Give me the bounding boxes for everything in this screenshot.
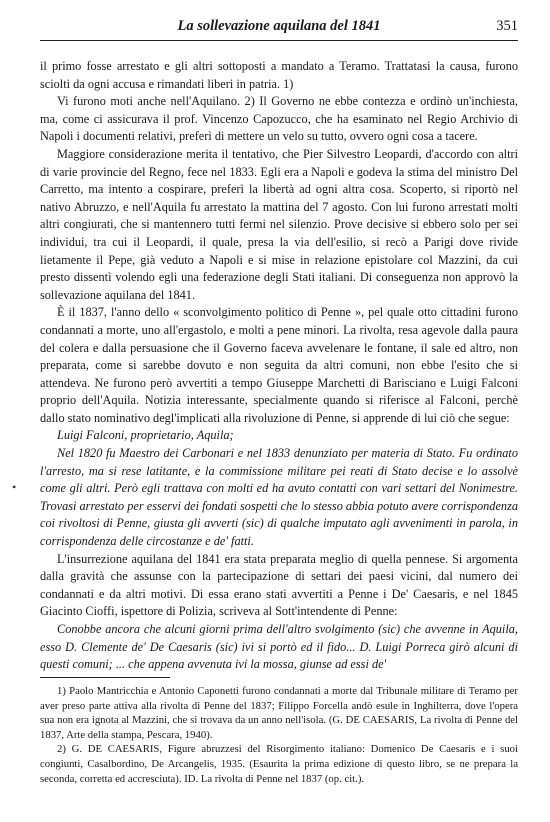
paragraph: Vi furono moti anche nell'Aquilano. 2) Il Governo ne ebbe contezza e ordinò un'inchiesta, ma, come ci assicurava il prof. Vincenzo Capozucco, che ha esaminato nel Regio Archivio di Napoli i documenti relativi, preferì di mettere un velo su tutto, ovvero ogni cosa a tacere. (40, 94, 518, 144)
running-title: La sollevazione aquilana del 1841 (177, 18, 381, 34)
paragraph: L'insurrezione aquilana del 1841 era stata preparata meglio di quella pennese. Si argomenta dalla gravità che assunse con la partecipazione di settari dei paesi vicini, dal numero dei condannati e da altri motivi. Di essa erano stati avvertiti a Penne i De' Caesaris, e nel 1845 Giacinto Cioffi, ispettore di Polizia, scriveva al Sott'intendente di Penne: (40, 551, 518, 619)
footnote: 1) Paolo Mantricchia e Antonio Caponetti furono condannati a morte dal Tribunale militare di Teramo per aver preso parte attiva alla rivolta di Penne del 1837; Filippo Forcella andò esule in Inghilterra, dove l'opera sua non era ignota al Mazzini, che si trovava da un anno nell'isola. (G. DE CAESARIS, La rivolta di Penne del 1837, Arte della stampa, Pescara, 1940). (40, 685, 518, 741)
paragraph: il primo fosse arrestato e gli altri sottoposti a mandato a Teramo. Trattatasi la causa, furono sciolti da ogni accusa e rimandati liberi in patria. 1) (40, 59, 518, 91)
page-header (40, 16, 518, 41)
footnote: 2) G. DE CAESARIS, Figure abruzzesi del Risorgimento italiano: Domenico De Caesaris e i suoi congiunti, Casalbordino, De Arcangelis, 1935. (Esaurita la prima edizione di questo libro, se ne prepara la seconda, corretta ed accresciuta). ID. La rivolta di Penne nel 1837 (op. cit.). (40, 743, 518, 785)
margin-marker: • (12, 480, 17, 494)
quoted-paragraph: Conobbe ancora che alcuni giorni prima dell'altro svolgimento (sic) che avvenne in Aquila, esso D. Clemente de' De Caesaris (sic) ivi si portò ed il fido... D. Luigi Porreca girò alcuni di questi comuni; ... che appena avvenuta ivi la mossa, giunse ad essi de' (40, 622, 518, 672)
quoted-paragraph: Nel 1820 fu Maestro dei Carbonari e nel 1833 denunziato per materia di Stato. Fu ordinato l'arresto, ma si rese latitante, e la commissione militare pei reati di Stato decise e lo assolvè come gli altri. Però egli trattava con molti ed ha avuto contatti con vari settari del Nonimestre. Trovasi arrestato per esservi dei fondati sospetti che lo stesso abbia potuto avere corrispondenza coi rivoltosi di Penne, giusta gli avverti (sic) di qualche imputato agli avvenimenti in parola, in corrispondenza delle circostanze e de' fatti. (40, 446, 518, 549)
footnote-separator (40, 677, 170, 678)
quoted-paragraph: Luigi Falconi, proprietario, Aquila; (57, 428, 234, 443)
paragraph: Maggiore considerazione merita il tentativo, che Pier Silvestro Leopardi, d'accordo con altri di varie provincie del Regno, fece nel 1833. Egli era a Napoli e godeva la stima del ministro Del Carretto, ma intento a cospirare, preferì la libertà ad ogni altra cosa. Scoperto, si riportò nel nativo Abruzzo, e nell'Aquila fu arrestato la mattina del 7 agosto. Con lui furono arrestati molti altri congiurati, che si mantennero tutti fermi nel silenzio. Prove decisive si ebbero solo per sei individui, tra cui il Leopardi, il quale, presa la via dell'esilio, si recò a Parigi dove rivide lietamente il Pepe, già veduto a Napoli e si mise in relazione epistolare col Mazzini, da cui presto dissentì volendo egli una federazione degli Stati italiani. Di conseguenza non approvò la sollevazione aquilana del 1841. (40, 146, 518, 302)
page-number: 351 (496, 18, 518, 34)
footnotes (40, 684, 518, 786)
paragraph: È il 1837, l'anno dello « sconvolgimento politico di Penne », pel quale otto cittadini furono condannati a morte, uno all'ergastolo, e molti a pene minori. La rivolta, resa agevole dalla paura del colera e dalla persuasione che il Governo faceva avvelenare le fontane, il sale ed altro, non preparata, come si sarebbe dovuto e non seguita da altri comuni, non ebbe l'esito che si attendeva. Ne furono però avvertiti a tempo Giuseppe Marchetti di Barisciano e Luigi Falconi proprio dell'Aquila. Notizia interessante, specialmente quando si riferisce al Falconi, perchè dallo stato nominativo degl'implicati alla rivoluzione di Penne, si apprende di lui ciò che segue: (40, 305, 518, 425)
main-text (40, 58, 518, 674)
